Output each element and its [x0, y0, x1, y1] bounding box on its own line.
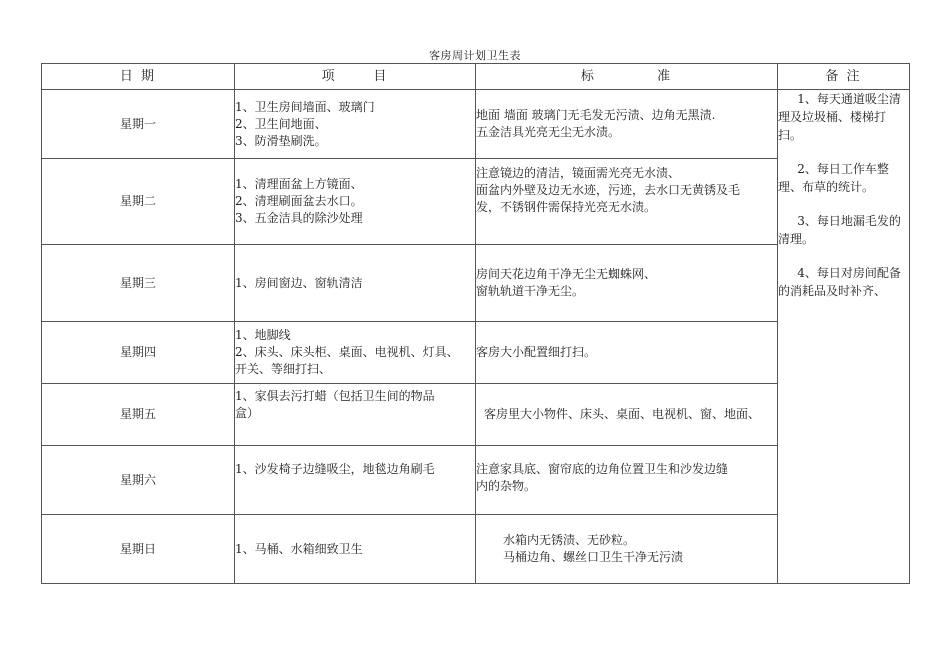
standard-line: 发，不锈钢件需保持光亮无水渍。 — [476, 200, 657, 214]
day-cell: 星期一 — [42, 90, 235, 159]
standard-line: 马桶边角、螺丝口卫生干净无污渍 — [503, 550, 684, 564]
weekly-cleaning-table — [41, 63, 910, 584]
item-line: 3、防滑垫刷洗。 — [235, 133, 327, 148]
standard-line: 客房里大小物件、床头、桌面、电视机、窗、地面、 — [484, 407, 761, 421]
item-line: 2、床头、床头柜、桌面、电视机、灯具、 — [235, 345, 459, 359]
items-cell — [235, 446, 476, 515]
header-notes: 备 注 — [778, 64, 910, 90]
standard-line: 注意家具底、窗帘底的边角位置卫生和沙发边缝 — [476, 462, 729, 476]
note-item: 4、每日对房间配备的消耗品及时补齐、 — [778, 266, 901, 298]
notes-cell — [778, 90, 910, 584]
item-line: 1、清理面盆上方镜面、 — [235, 177, 363, 191]
note-item: 3、每日地漏毛发的清理。 — [778, 214, 901, 246]
items-cell — [235, 90, 476, 159]
item-line: 盒） — [235, 406, 260, 420]
items-cell — [235, 515, 476, 584]
item-line: 1、沙发椅子边缝吸尘，地毯边角刷毛 — [235, 462, 435, 476]
item-line: 1、房间窗边、窗轨清洁 — [235, 275, 363, 290]
item-line: 1、马桶、水箱细致卫生 — [235, 541, 363, 556]
standard-cell — [476, 90, 778, 159]
header-date: 日 期 — [42, 64, 235, 90]
items-cell — [235, 384, 476, 446]
standard-cell — [476, 515, 778, 584]
items-cell — [235, 322, 476, 384]
item-line: 1、卫生房间墙面、玻璃门 — [235, 99, 375, 114]
day-cell: 星期四 — [42, 322, 235, 384]
standard-cell — [476, 384, 778, 446]
standard-line: 内的杂物。 — [476, 479, 537, 493]
item-line: 2、卫生间地面、 — [235, 116, 327, 131]
standard-line: 客房大小配置细打扫。 — [476, 345, 597, 359]
note-item: 2、每日工作车整理、布草的统计。 — [778, 162, 889, 194]
standard-cell — [476, 159, 778, 245]
day-cell: 星期二 — [42, 159, 235, 245]
standard-cell — [476, 245, 778, 322]
day-cell: 星期五 — [42, 384, 235, 446]
day-cell: 星期三 — [42, 245, 235, 322]
item-line: 开关、等细打扫、 — [235, 362, 332, 376]
note-item: 1、每天通道吸尘清理及垃圾桶、楼梯打扫。 — [778, 92, 901, 142]
header-items: 项 目 — [235, 64, 476, 90]
standard-line: 地面 墙面 玻璃门无毛发无污渍、边角无黑渍. — [476, 108, 716, 122]
items-cell — [235, 159, 476, 245]
items-cell — [235, 245, 476, 322]
standard-line: 水箱内无锈渍、无砂粒。 — [503, 533, 636, 547]
day-cell: 星期日 — [42, 515, 235, 584]
standard-cell — [476, 322, 778, 384]
standard-line: 注意镜边的清洁，镜面需光亮无水渍、 — [476, 166, 681, 180]
header-row — [42, 64, 910, 90]
item-line: 1、地脚线 — [235, 328, 291, 342]
standard-line: 窗轨轨道干净无尘。 — [476, 284, 585, 298]
item-line: 1、家俱去污打蜡（包括卫生间的物品 — [235, 389, 435, 403]
standard-line: 五金洁具光亮无尘无水渍。 — [476, 125, 621, 139]
item-line: 3、五金洁具的除沙处理 — [235, 211, 363, 225]
item-line: 2、清理刷面盆去水口。 — [235, 194, 363, 208]
standard-cell — [476, 446, 778, 515]
header-standard: 标 准 — [476, 64, 778, 90]
document-title: 客房周计划卫生表 — [429, 49, 521, 62]
day-cell: 星期六 — [42, 446, 235, 515]
table-row — [42, 90, 910, 159]
standard-line: 房间天花边角干净无尘无蜘蛛网、 — [476, 267, 657, 281]
standard-line: 面盆内外壁及边无水迹，污迹，去水口无黄锈及毛 — [476, 183, 741, 197]
